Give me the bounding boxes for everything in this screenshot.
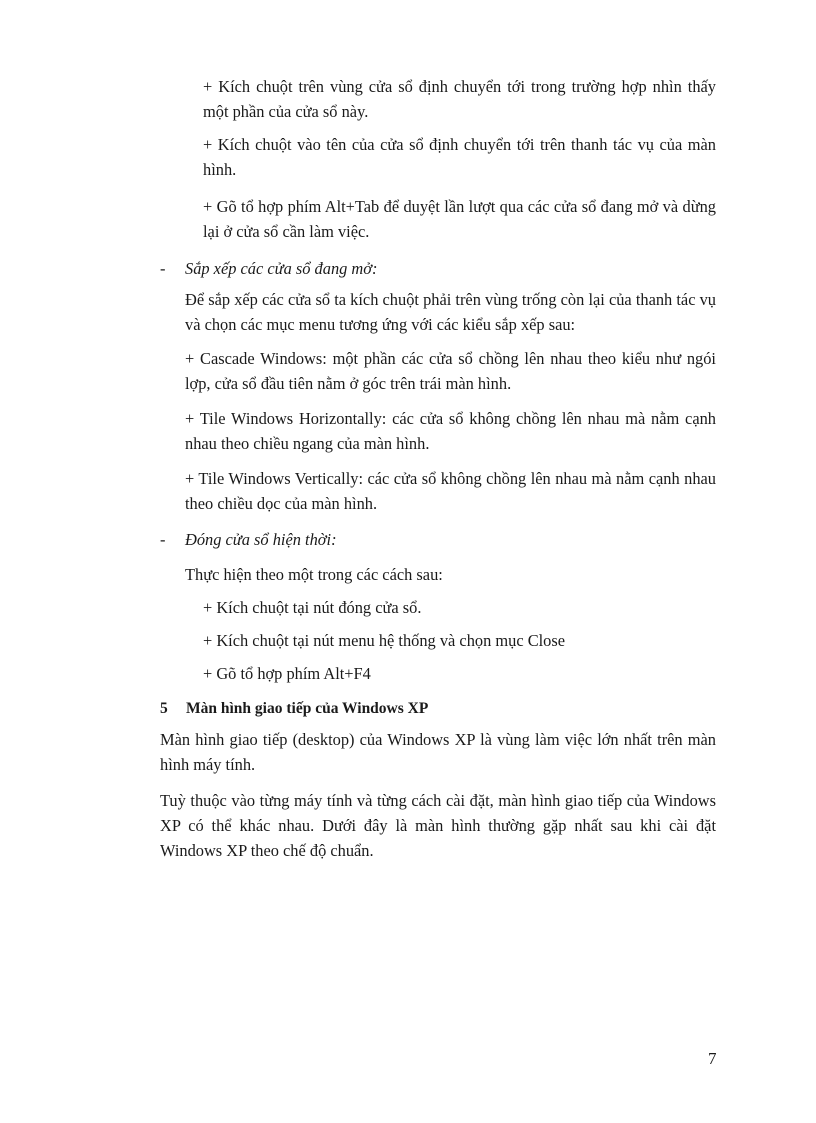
arrange-option-horizontal: + Tile Windows Horizontally: các cửa sổ không chồng lên nhau mà nằm cạnh nhau theo chiều ngang của màn hình. <box>185 409 716 453</box>
switch-method-1: + Kích chuột trên vùng cửa sổ định chuyển tới trong trường hợp nhìn thấy một phần của cửa sổ này. <box>203 77 716 121</box>
arrange-option-vertical: + Tile Windows Vertically: các cửa sổ không chồng lên nhau mà nằm cạnh nhau theo chiều dọc của màn hình. <box>185 469 716 513</box>
switch-method-3: + Gõ tổ hợp phím Alt+Tab để duyệt lần lượt qua các cửa sổ đang mở và dừng lại ở cửa sổ cần làm việc. <box>203 197 716 241</box>
section-paragraph-1: Màn hình giao tiếp (desktop) của Windows XP là vùng làm việc lớn nhất trên màn hình máy tính. <box>160 730 716 774</box>
arrange-intro: Để sắp xếp các cửa sổ ta kích chuột phải trên vùng trống còn lại của thanh tác vụ và chọn các mục menu tương ứng với các kiểu sắp xếp sau: <box>185 290 716 334</box>
close-option-3: + Gõ tổ hợp phím Alt+F4 <box>203 664 371 683</box>
arrange-option-cascade: + Cascade Windows: một phần các cửa sổ chồng lên nhau theo kiểu như ngói lợp, cửa sổ đầu tiên nằm ở góc trên trái màn hình. <box>185 349 716 393</box>
page-number: 7 <box>708 1049 717 1068</box>
close-option-2: + Kích chuột tại nút menu hệ thống và chọn mục Close <box>203 631 566 650</box>
close-heading: Đóng cửa sổ hiện thời: <box>185 530 337 549</box>
section-paragraph-2: Tuỳ thuộc vào từng máy tính và từng cách cài đặt, màn hình giao tiếp của Windows XP có thể khác nhau. Dưới đây là màn hình thường gặp nhất sau khi cài đặt Windows XP theo chế độ chuẩn. <box>160 791 716 860</box>
switch-method-2: + Kích chuột vào tên của cửa sổ định chuyển tới trên thanh tác vụ của màn hình. <box>203 135 716 179</box>
close-option-1: + Kích chuột tại nút đóng cửa sổ. <box>203 598 422 617</box>
arrange-bullet: - <box>160 259 166 278</box>
section-number: 5 <box>160 700 168 717</box>
arrange-heading: Sắp xếp các cửa sổ đang mở: <box>185 259 378 278</box>
close-intro: Thực hiện theo một trong các cách sau: <box>185 565 443 584</box>
section-title: Màn hình giao tiếp của Windows XP <box>186 700 429 717</box>
close-bullet: - <box>160 530 166 549</box>
